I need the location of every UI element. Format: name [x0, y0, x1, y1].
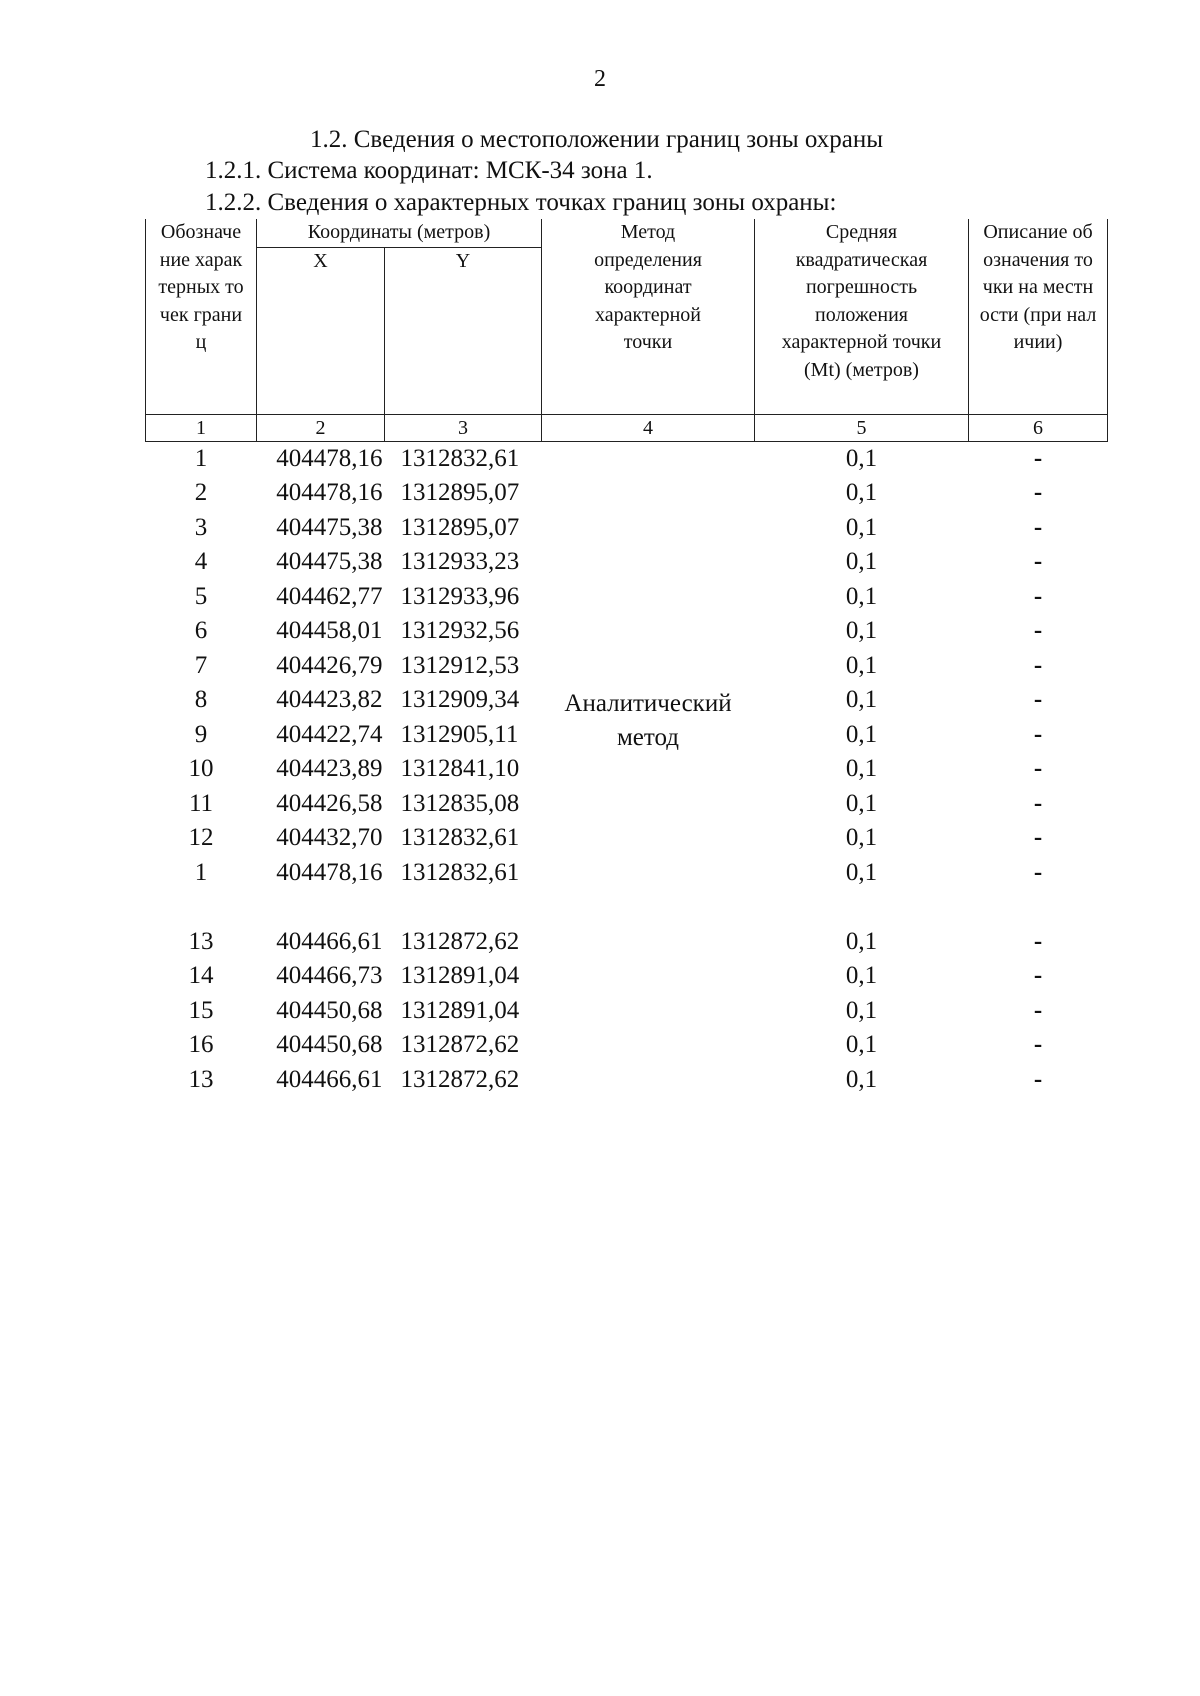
cell-point: 1 [194, 444, 208, 472]
cell-error: 0,1 [845, 617, 878, 644]
header-error: Средняя квадратическая погрешность положения характерной точки (Mt) (метров) [755, 219, 969, 414]
cell-description: - [1033, 996, 1043, 1024]
cell-error: 0,1 [845, 824, 878, 851]
cell-x: 404450,68 [276, 1031, 383, 1058]
cell-x: 404466,61 [276, 1065, 383, 1093]
spacer-cell [755, 890, 969, 925]
header-point: Обозначение характерных точек границ [146, 219, 257, 414]
cell-x: 404458,01 [276, 617, 383, 644]
header-coordinates: Координаты (метров) [257, 219, 542, 247]
column-number: 4 [542, 414, 755, 441]
cell-error: 0,1 [845, 513, 878, 541]
cell-error: 0,1 [845, 962, 878, 989]
cell-point: 10 [188, 755, 214, 782]
cell-y: 1312872,62 [400, 1065, 520, 1093]
page-number: 2 [594, 66, 606, 92]
cell-description: - [1033, 824, 1043, 851]
cell-description: - [1033, 789, 1043, 817]
section-heading: 1.2. Сведения о местоположении границ зоны охраны [310, 126, 884, 153]
cell-description: - [1033, 1065, 1043, 1093]
cell-description: - [1033, 651, 1043, 679]
spacer-cell [385, 890, 542, 925]
cell-y: 1312909,34 [400, 686, 520, 713]
cell-y: 1312832,61 [400, 444, 520, 472]
column-number: 2 [257, 414, 385, 441]
cell-point: 12 [188, 824, 214, 851]
column-number: 1 [146, 414, 257, 441]
cell-x: 404466,73 [276, 962, 383, 989]
cell-error: 0,1 [845, 1065, 878, 1093]
cell-y: 1312872,62 [400, 1031, 520, 1058]
cell-description: - [1033, 858, 1043, 886]
cell-x: 404462,77 [276, 582, 383, 610]
cell-point: 7 [194, 651, 208, 679]
cell-x: 404423,89 [276, 755, 383, 782]
cell-point: 16 [188, 1031, 214, 1058]
cell-x: 404478,16 [276, 444, 383, 472]
column-number: 5 [755, 414, 969, 441]
cell-y: 1312872,62 [400, 927, 520, 955]
cell-error: 0,1 [845, 996, 878, 1024]
points-heading: 1.2.2. Сведения о характерных точках границ зоны охраны: [205, 189, 837, 216]
cell-error: 0,1 [845, 755, 878, 782]
header-method: Метод определения координат характерной точки [542, 219, 755, 414]
spacer-cell [146, 890, 257, 925]
cell-y: 1312933,96 [400, 582, 520, 610]
cell-point: 14 [188, 962, 214, 989]
cell-y: 1312905,11 [400, 720, 519, 748]
cell-description: - [1033, 755, 1043, 782]
spacer-cell [257, 890, 385, 925]
cell-x: 404432,70 [276, 824, 383, 851]
cell-error: 0,1 [845, 927, 878, 955]
cell-error: 0,1 [845, 651, 878, 679]
cell-y: 1312835,08 [400, 789, 520, 817]
cell-y: 1312891,04 [400, 962, 520, 989]
spacer-cell [969, 890, 1108, 925]
cell-description: - [1033, 720, 1043, 748]
cell-error: 0,1 [845, 789, 878, 817]
cell-method [542, 441, 755, 1097]
column-number: 6 [969, 414, 1108, 441]
table-row [146, 441, 1108, 476]
cell-error: 0,1 [845, 444, 878, 472]
column-number: 3 [385, 414, 542, 441]
boundary-points-table [145, 219, 1108, 1097]
cell-x: 404450,68 [276, 996, 383, 1024]
cell-description: - [1033, 927, 1043, 955]
column-number-row [146, 414, 1108, 441]
cell-y: 1312912,53 [400, 651, 520, 679]
cell-error: 0,1 [845, 1031, 878, 1058]
cell-point: 15 [188, 996, 214, 1024]
cell-point: 1 [194, 858, 208, 886]
cell-point: 6 [194, 617, 208, 644]
cell-point: 4 [194, 548, 208, 575]
cell-point: 9 [194, 720, 208, 748]
cell-x: 404478,16 [276, 858, 383, 886]
cell-x: 404423,82 [276, 686, 383, 713]
cell-x: 404475,38 [276, 548, 383, 575]
cell-y: 1312932,56 [400, 617, 520, 644]
cell-y: 1312933,23 [400, 548, 520, 575]
cell-y: 1312891,04 [400, 996, 520, 1024]
cell-description: - [1033, 444, 1043, 472]
cell-description: - [1033, 617, 1043, 644]
cell-description: - [1033, 582, 1043, 610]
header-x: X [257, 247, 385, 414]
cell-x: 404422,74 [276, 720, 383, 748]
cell-x: 404475,38 [276, 513, 383, 541]
header-y: Y [385, 247, 542, 414]
header-description: Описание обозначения точки на местности (при наличии) [969, 219, 1108, 414]
cell-error: 0,1 [845, 686, 878, 713]
cell-y: 1312895,07 [400, 479, 520, 506]
cell-error: 0,1 [845, 858, 878, 886]
coordinate-system-heading: 1.2.1. Система координат: МСК-34 зона 1. [205, 157, 653, 184]
cell-error: 0,1 [845, 479, 878, 506]
cell-description: - [1033, 513, 1043, 541]
cell-error: 0,1 [845, 582, 878, 610]
cell-y: 1312895,07 [400, 513, 520, 541]
cell-point: 8 [194, 686, 208, 713]
cell-x: 404478,16 [276, 479, 383, 506]
cell-y: 1312832,61 [400, 824, 520, 851]
cell-point: 3 [194, 513, 208, 541]
cell-description: - [1033, 962, 1043, 989]
cell-description: - [1033, 548, 1043, 575]
cell-y: 1312841,10 [400, 755, 520, 782]
cell-description: - [1033, 1031, 1043, 1058]
method-text: Аналитический метод [564, 690, 732, 752]
cell-x: 404426,79 [276, 651, 383, 679]
cell-point: 13 [188, 927, 214, 955]
cell-x: 404466,61 [276, 927, 383, 955]
cell-error: 0,1 [845, 720, 878, 748]
cell-description: - [1033, 479, 1043, 506]
cell-error: 0,1 [845, 548, 878, 575]
cell-point: 13 [188, 1065, 214, 1093]
cell-point: 11 [188, 789, 214, 817]
cell-description: - [1033, 686, 1043, 713]
cell-x: 404426,58 [276, 789, 383, 817]
cell-point: 5 [194, 582, 208, 610]
cell-y: 1312832,61 [400, 858, 520, 886]
cell-point: 2 [194, 479, 208, 506]
